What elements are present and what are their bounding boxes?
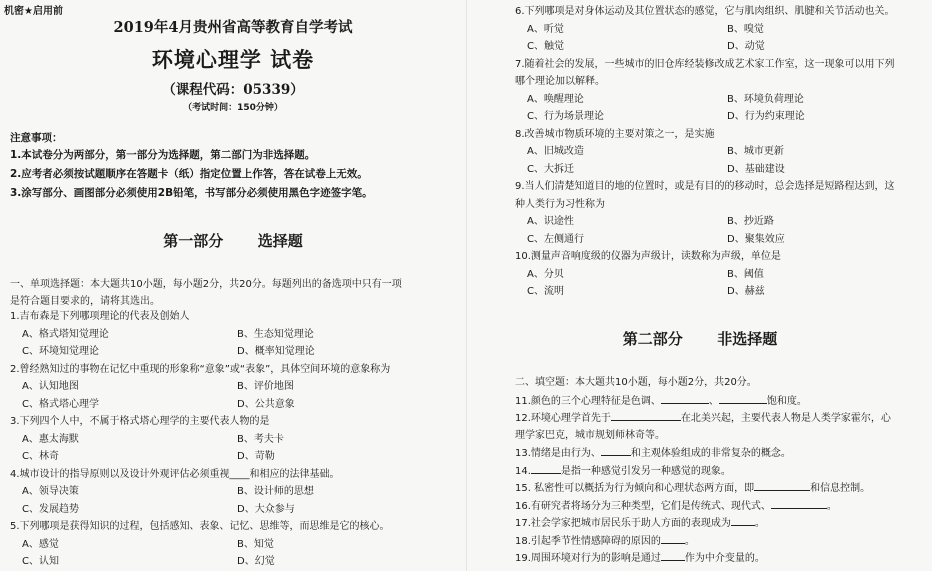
option-b: B、环境负荷理论 (727, 93, 804, 105)
option-d: D、苛勒 (237, 451, 275, 462)
question-stem: 3.下列四个人中，不属于格式塔心理学的主要代表人物的是 (10, 416, 270, 427)
question-block (10, 361, 440, 414)
question-block (10, 466, 440, 519)
option-d: D、基础建设 (727, 163, 785, 175)
fill-question-11: 11.颜色的三个心理特征是色调、 、 饱和度。 (515, 392, 925, 410)
option-a: A、格式塔知觉理论 (22, 328, 109, 340)
notes-list (10, 146, 450, 203)
option-a: A、分贝 (527, 268, 564, 280)
question-stem: 8.改善城市物质环境的主要对策之一，是实施 (515, 128, 715, 140)
question-stem: 4.城市设计的指导原则以及设计外观评估必须重视____和相应的法律基础。 (10, 468, 340, 480)
option-a: A、惠太海默 (22, 433, 79, 445)
question-stem: 10.测量声音响度级的仪器为声级计，读数称为声级，单位是 (515, 251, 781, 262)
question-block (10, 413, 440, 466)
option-d: D、幻觉 (237, 556, 275, 567)
option-c: C、环境知觉理论 (22, 346, 99, 357)
option-b: B、知觉 (237, 538, 274, 550)
note-item: 3.涂写部分、画图部分必须使用2B铅笔，书写部分必须使用黑色字迹签字笔。 (10, 187, 373, 199)
option-d: D、概率知觉理论 (237, 346, 315, 357)
question-block (10, 518, 440, 571)
option-d: D、动觉 (727, 41, 765, 52)
question-block (10, 308, 440, 361)
note-item: 2.应考者必须按试题顺序在答题卡（纸）指定位置上作答，答在试卷上无效。 (10, 168, 368, 180)
option-b: B、阈值 (727, 268, 764, 280)
question-block (515, 56, 915, 126)
option-c: C、发展趋势 (22, 503, 79, 515)
fill-section (515, 374, 925, 567)
option-d: D、大众参与 (237, 503, 295, 515)
option-a: A、唤醒理论 (527, 93, 584, 105)
option-b: B、生态知觉理论 (237, 328, 314, 340)
fill-question-16: 16.有研究者将场分为三种类型，它们是传统式、现代式、 。 (515, 497, 925, 515)
option-d: D、聚集效应 (727, 233, 785, 245)
option-a: A、旧城改造 (527, 146, 584, 157)
secret-label: 机密★启用前 (4, 6, 63, 17)
fill-question-12-cont: 理学家巴克，城市规划师林奇等。 (515, 429, 665, 441)
note-item: 1.本试卷分为两部分，第一部分为选择题，第二部门为非选择题。 (10, 149, 316, 161)
part2-title: 第二部分 (622, 330, 683, 348)
fill-question-15: 15. 私密性可以概括为行为倾向和心理状态两方面，即 和信息控制。 (515, 479, 925, 497)
question-block (515, 248, 915, 301)
option-c: C、格式塔心理学 (22, 398, 99, 410)
question-block (515, 126, 915, 179)
fill-question-19: 19.周围环境对行为的影响是通过 作为中介变量的。 (515, 549, 925, 567)
question-stem-cont: 哪个理论加以解释。 (515, 76, 605, 87)
exam-title: 2019年4月贵州省高等教育自学考试 (113, 19, 353, 36)
mcq-questions-left (10, 308, 440, 571)
option-c: C、左侧通行 (527, 233, 584, 245)
fill-instruction: 二、填空题：本大题共10小题，每小题2分，共20分。 (515, 377, 757, 388)
option-a: A、听觉 (527, 23, 564, 35)
right-page (466, 0, 932, 571)
option-b: B、嗅觉 (727, 23, 764, 35)
option-a: A、领导决策 (22, 486, 79, 497)
subject-title: 环境心理学 试卷 (151, 47, 315, 72)
option-c: C、林奇 (22, 451, 59, 462)
option-c: C、行为场景理论 (527, 111, 604, 122)
section-instruction: 一、单项选择题：本大题共10小题，每小题2分，共20分。每题列出的备选项中只有一项是符合题目要求的，请将其选出。 (10, 279, 402, 307)
option-b: B、评价地图 (237, 381, 294, 392)
fill-question-18: 18.引起季节性情感障碍的原因的 。 (515, 532, 925, 550)
question-block (515, 178, 915, 248)
part1-heading (0, 230, 466, 251)
question-stem-cont: 种人类行为习性称为 (515, 198, 605, 210)
question-stem: 9.当人们清楚知道目的地的位置时，或是有目的的移动时，总会选择是短路程达到，这 (515, 181, 895, 192)
option-a: A、识途性 (527, 216, 574, 227)
notes-title: 注意事项： (10, 132, 63, 144)
question-stem: 1.吉布森是下列哪项理论的代表及创始人 (10, 311, 190, 322)
option-a: A、认知地图 (22, 381, 79, 392)
option-c: C、大拆迁 (527, 163, 574, 175)
fill-question-12: 12.环境心理学首先于 在北美兴起，主要代表人物是人类学家霍尔，心 (515, 409, 925, 427)
part2-subtitle: 非选择题 (717, 330, 778, 348)
mcq-questions-right (515, 3, 915, 301)
part1-subtitle: 选择题 (257, 232, 303, 250)
option-b: B、城市更新 (727, 146, 784, 157)
option-d: D、行为约束理论 (727, 111, 805, 122)
question-stem: 7.随着社会的发展，一些城市的旧仓库经装修改成艺术家工作室，这一现象可以用下列 (515, 58, 895, 70)
exam-time: （考试时间：150分钟） (183, 103, 283, 113)
fill-question-17: 17.社会学家把城市居民乐于助人方面的表现成为 。 (515, 514, 925, 532)
option-a: A、感觉 (22, 538, 59, 550)
option-c: C、认知 (22, 556, 59, 567)
option-c: C、流明 (527, 286, 564, 297)
part2-heading (467, 328, 932, 349)
option-d: D、公共意象 (237, 398, 295, 410)
question-stem: 5.下列哪项是获得知识的过程，包括感知、表象、记忆、思维等，而思维是它的核心。 (10, 521, 390, 532)
question-block (515, 3, 915, 56)
option-c: C、触觉 (527, 41, 564, 52)
fill-question-14: 14. 是指一种感觉引发另一种感觉的现象。 (515, 462, 925, 480)
option-d: D、赫兹 (727, 286, 765, 297)
option-b: B、抄近路 (727, 216, 774, 227)
question-stem: 6.下列哪项是对身体运动及其位置状态的感觉，它与肌肉组织、肌腱和关节活动也关。 (515, 6, 895, 17)
course-code: （课程代码：05339） (162, 82, 304, 98)
fill-question-13: 13.情绪是由行为、 和主观体验组成的非常复杂的概念。 (515, 444, 925, 462)
option-b: B、设计师的思想 (237, 486, 314, 497)
option-b: B、考夫卡 (237, 433, 284, 445)
question-stem: 2.曾经熟知过的事物在记忆中重现的形象称“意象”或“表象”，具体空间环境的意象称为 (10, 363, 391, 375)
mcq-section (10, 276, 410, 310)
part1-title: 第一部分 (163, 232, 224, 250)
